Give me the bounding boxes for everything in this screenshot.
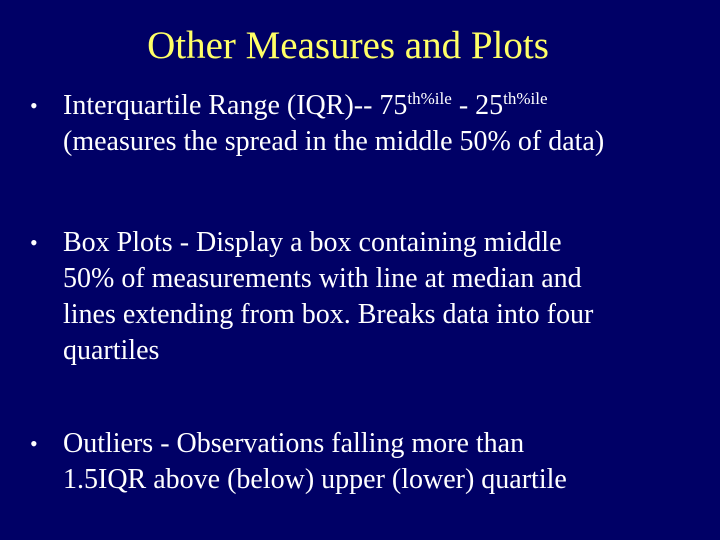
bullet-dot: • <box>30 93 38 118</box>
bullet-line: Outliers - Observations falling more than <box>63 428 525 459</box>
iqr-superscript-75: th%ile <box>407 89 452 108</box>
bullet-line: 50% of measurements with line at median and <box>63 263 582 294</box>
slide-title: Other Measures and Plots <box>147 24 549 67</box>
bullet-line: 1.5IQR above (below) upper (lower) quartile <box>63 464 567 495</box>
bullet-dot: • <box>30 431 38 456</box>
bullet-line <box>63 88 713 124</box>
bullet-text <box>63 88 713 160</box>
bullet-text <box>63 426 713 498</box>
bullet-text <box>63 225 713 369</box>
bullet-line: lines extending from box. Breaks data into four <box>63 299 594 330</box>
iqr-prefix: Interquartile Range (IQR)-- 75 <box>63 90 408 121</box>
bullet-line: quartiles <box>63 335 160 366</box>
bullet-dot: • <box>30 230 38 255</box>
iqr-superscript-25: th%ile <box>503 89 548 108</box>
bullet-line: (measures the spread in the middle 50% of data) <box>63 126 605 157</box>
iqr-mid: - 25 <box>451 90 504 121</box>
bullet-line: Box Plots - Display a box containing middle <box>63 227 562 258</box>
